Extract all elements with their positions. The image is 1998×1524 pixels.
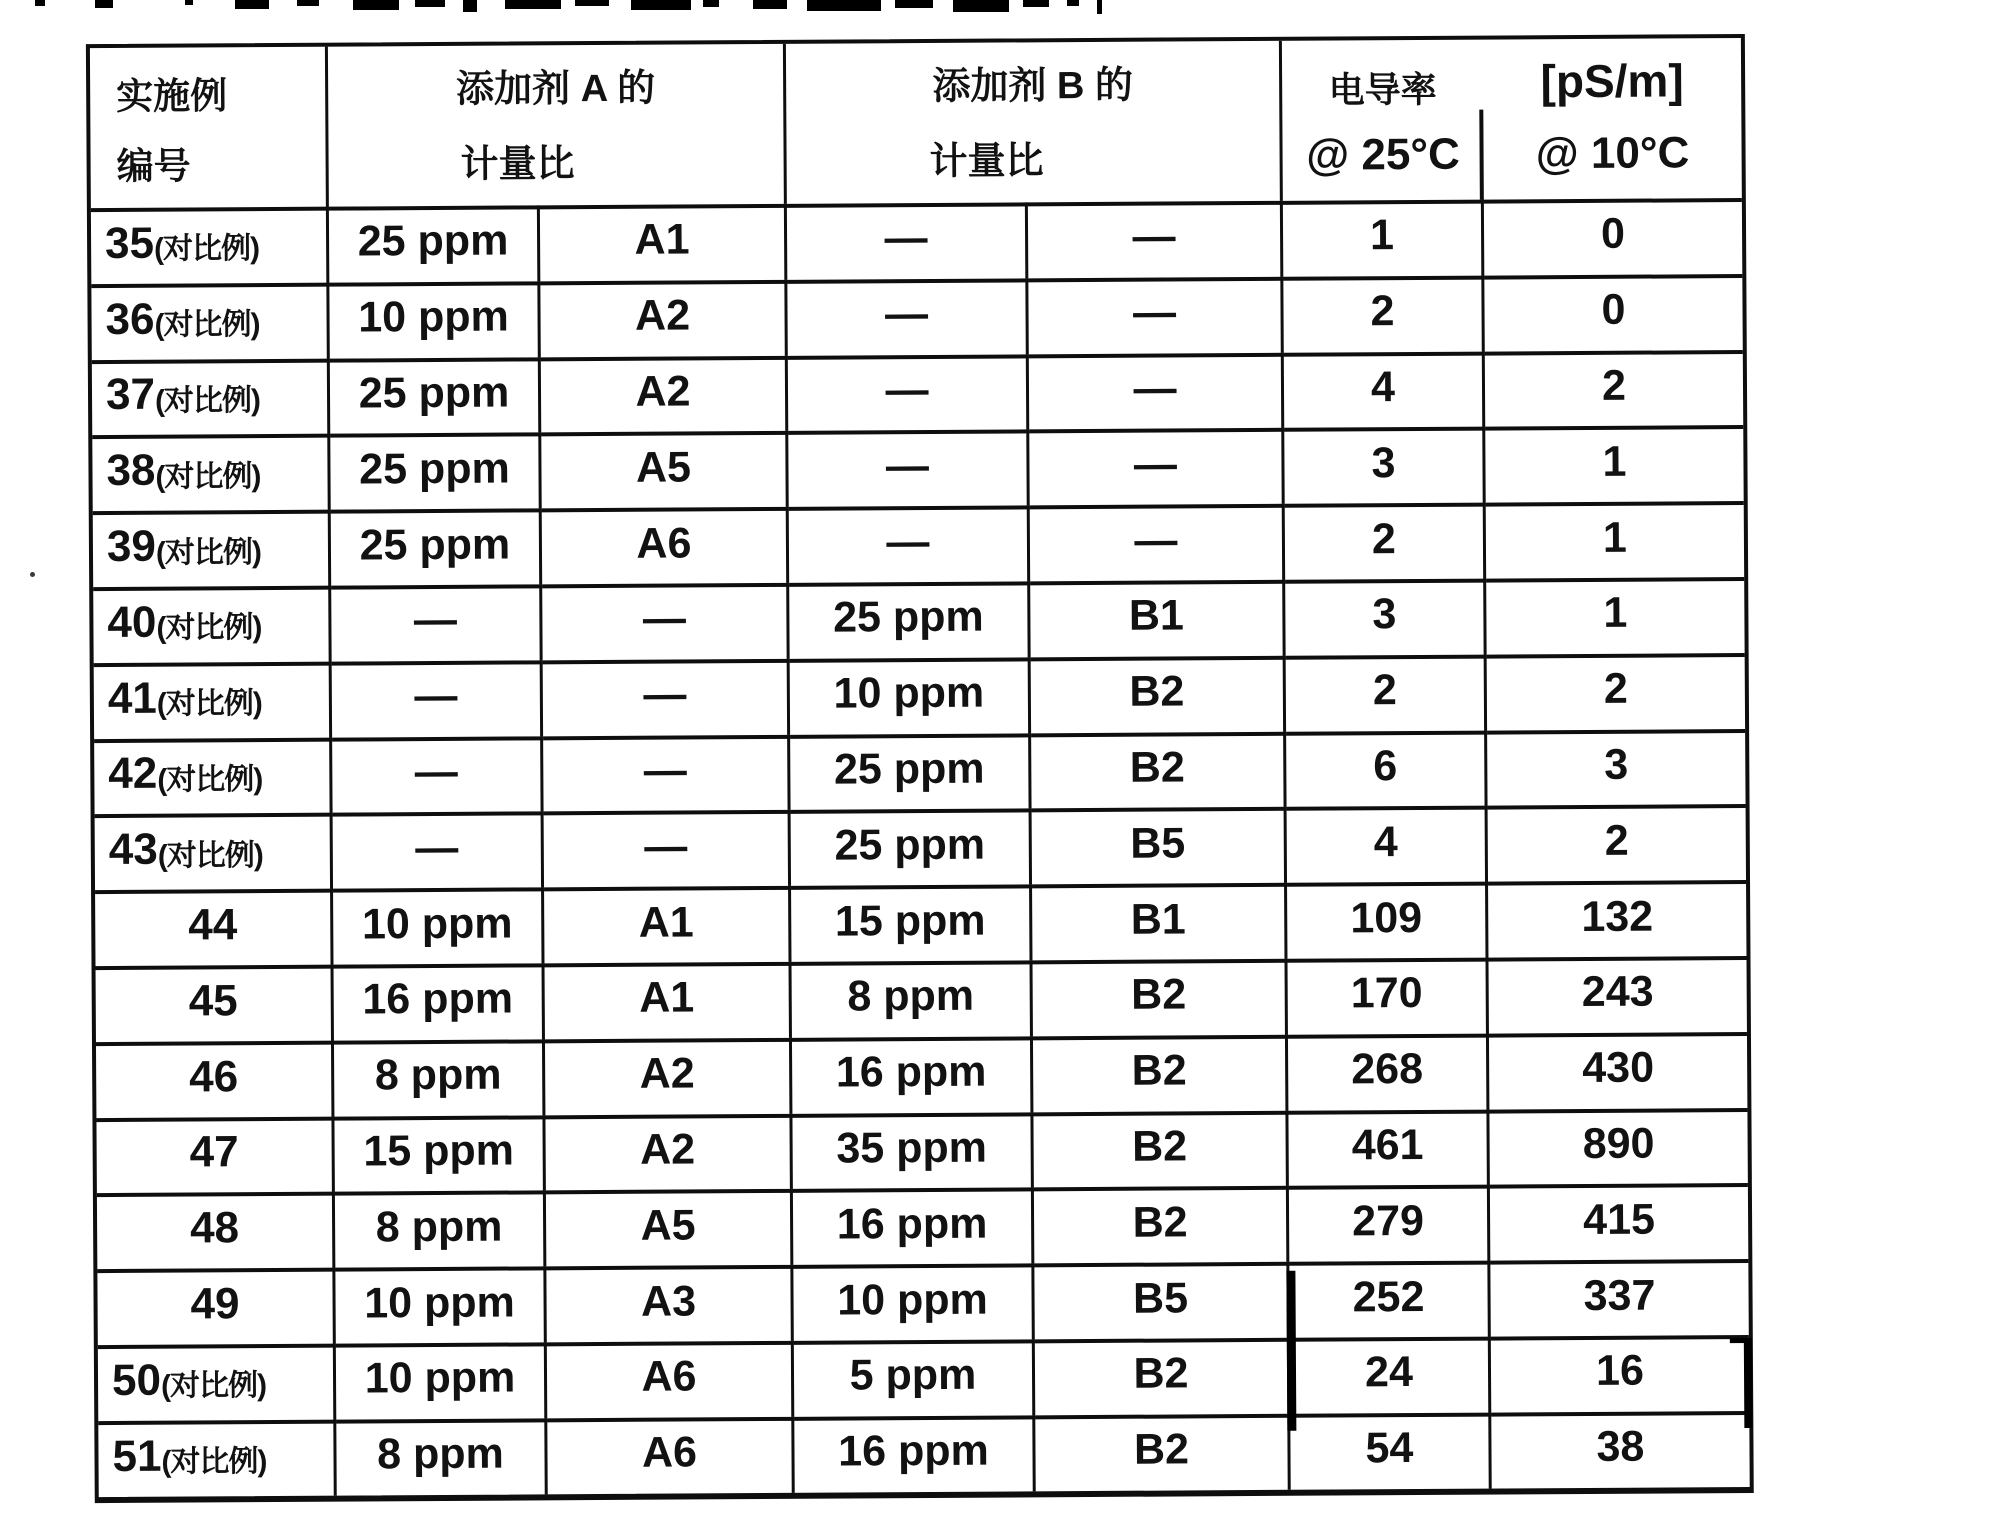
cell-additive-a-ppm: 8 ppm — [335, 1191, 546, 1268]
cell-additive-a-ppm: 16 ppm — [334, 963, 545, 1040]
cell-example-number — [95, 813, 333, 890]
cell-additive-b-ppm: 35 ppm — [792, 1112, 1033, 1189]
cell-additive-a-ppm: — — [332, 736, 543, 813]
cell-additive-b-ppm: 25 ppm — [789, 581, 1030, 658]
cell-additive-b-type: — — [1030, 504, 1285, 581]
cell-additive-a-type: A3 — [546, 1265, 793, 1342]
header-example-number — [90, 47, 329, 208]
scan-edge-artifact — [1744, 1338, 1753, 1428]
cell-example-number — [91, 282, 329, 359]
header-additive-a-line2: 计量比 — [460, 143, 575, 186]
cell-conductivity-10c: 2 — [1487, 653, 1745, 730]
comparative-label: (对比例) — [160, 1369, 267, 1404]
scan-edge-artifact — [1730, 1338, 1752, 1343]
comparative-label: (对比例) — [154, 308, 260, 342]
cell-example-number — [95, 889, 333, 966]
header-additive-b — [786, 41, 1283, 204]
table-row — [97, 1183, 1748, 1269]
cell-additive-a-ppm: 25 ppm — [330, 433, 541, 510]
cell-example-number — [98, 1344, 336, 1421]
example-number: 48 — [189, 1203, 240, 1253]
cell-additive-a-ppm: — — [331, 584, 542, 661]
cell-conductivity-10c: 38 — [1491, 1411, 1749, 1488]
cell-additive-b-ppm: — — [788, 354, 1029, 431]
cell-example-number — [96, 1116, 334, 1193]
cropped-text-remnant — [35, 0, 1155, 16]
table-header-row — [90, 38, 1742, 208]
example-number: 41 — [107, 673, 157, 723]
table-row — [91, 274, 1742, 360]
example-number: 49 — [190, 1279, 240, 1329]
cell-conductivity-25c: 3 — [1284, 427, 1485, 504]
table-row — [98, 1335, 1749, 1421]
cell-example-number — [96, 1040, 334, 1117]
cell-additive-a-type: A2 — [545, 1113, 792, 1190]
cell-conductivity-25c: 6 — [1286, 730, 1487, 807]
cell-additive-b-ppm: 16 ppm — [794, 1415, 1035, 1492]
cell-additive-a-type: — — [542, 583, 789, 660]
cell-additive-b-ppm: — — [787, 202, 1028, 279]
cell-additive-b-type: B2 — [1032, 959, 1287, 1036]
cell-example-number — [96, 965, 334, 1042]
cell-additive-b-ppm: — — [788, 430, 1029, 507]
table-row — [96, 1032, 1747, 1118]
example-number: 36 — [105, 294, 155, 344]
example-number: 35 — [104, 218, 155, 268]
cell-additive-b-type: — — [1029, 352, 1284, 429]
cell-conductivity-25c: 268 — [1288, 1033, 1489, 1110]
example-number: 50 — [111, 1355, 162, 1405]
cell-conductivity-10c: 2 — [1488, 804, 1746, 881]
cell-conductivity-25c: 54 — [1290, 1412, 1491, 1489]
cell-conductivity-25c: 3 — [1285, 579, 1486, 656]
cell-additive-b-type: B1 — [1032, 883, 1287, 960]
cell-additive-b-ppm: 16 ppm — [793, 1188, 1034, 1265]
cell-conductivity-25c: 1 — [1283, 200, 1484, 277]
table-row — [96, 956, 1747, 1042]
example-number: 51 — [112, 1431, 162, 1481]
example-number: 43 — [108, 824, 158, 875]
cell-additive-a-ppm: 8 ppm — [334, 1039, 545, 1116]
header-example-line2: 编号 — [116, 145, 191, 187]
cell-additive-b-type: B1 — [1030, 580, 1285, 657]
cell-conductivity-10c: 243 — [1488, 956, 1746, 1033]
comparative-label: (对比例) — [156, 687, 262, 721]
cell-additive-b-ppm: 15 ppm — [791, 885, 1032, 962]
header-conductivity-label: 电导率 — [1328, 68, 1437, 111]
comparative-label: (对比例) — [153, 232, 260, 267]
header-temp-10c: @ 10°C — [1535, 127, 1690, 178]
cell-additive-a-type: A2 — [540, 280, 787, 357]
cell-additive-a-type: A6 — [547, 1341, 794, 1418]
table-row — [95, 880, 1746, 966]
table-row — [96, 1108, 1747, 1194]
cell-conductivity-10c: 132 — [1488, 880, 1746, 957]
example-number: 37 — [105, 370, 156, 420]
cell-additive-b-ppm: — — [787, 278, 1028, 355]
example-number: 47 — [189, 1127, 239, 1177]
cell-conductivity-10c: 0 — [1484, 198, 1742, 275]
scan-speck — [30, 572, 35, 577]
cell-additive-b-type: B5 — [1034, 1262, 1289, 1339]
cell-additive-a-ppm: 25 ppm — [329, 205, 540, 282]
cell-conductivity-10c: 2 — [1485, 350, 1743, 427]
example-number: 38 — [106, 445, 156, 496]
cell-additive-a-type: A2 — [541, 355, 788, 432]
table-row — [91, 198, 1742, 284]
comparative-label: (对比例) — [157, 838, 263, 873]
cell-conductivity-25c: 279 — [1289, 1185, 1490, 1262]
cell-additive-b-type: B2 — [1035, 1414, 1290, 1491]
table-row — [93, 577, 1744, 663]
cell-conductivity-25c: 4 — [1287, 806, 1488, 883]
cell-additive-a-ppm: 10 ppm — [335, 1266, 546, 1343]
header-additive-b-line1: 添加剂 B 的 — [932, 64, 1134, 108]
cell-additive-b-ppm: 16 ppm — [792, 1036, 1033, 1113]
cell-additive-b-ppm: 25 ppm — [790, 733, 1031, 810]
cell-example-number — [92, 434, 330, 511]
cell-additive-b-type: — — [1029, 428, 1284, 505]
table-row — [94, 653, 1745, 739]
cell-additive-b-type: B2 — [1031, 731, 1286, 808]
cell-additive-a-type: — — [544, 810, 791, 887]
cell-additive-a-type: A1 — [544, 886, 791, 963]
cell-additive-a-ppm: — — [333, 812, 544, 889]
cell-conductivity-25c: 461 — [1288, 1109, 1489, 1186]
cell-additive-a-ppm: 25 ppm — [331, 509, 542, 586]
example-number: 46 — [189, 1051, 239, 1102]
scan-line-artifact — [1286, 1271, 1296, 1431]
cell-additive-b-ppm: 25 ppm — [791, 809, 1032, 886]
cell-additive-a-type: — — [543, 734, 790, 811]
cell-additive-a-type: A2 — [545, 1038, 792, 1115]
cell-additive-a-type: A6 — [542, 507, 789, 584]
cell-conductivity-10c: 1 — [1485, 425, 1743, 502]
header-temp-25c: @ 25°C — [1306, 129, 1460, 180]
cell-additive-a-type: A5 — [546, 1189, 793, 1266]
header-additive-a — [328, 44, 787, 207]
cell-example-number — [94, 737, 332, 814]
header-column-divider — [1479, 110, 1484, 200]
cell-conductivity-10c: 337 — [1490, 1259, 1748, 1336]
comparative-label: (对比例) — [154, 384, 261, 418]
cell-conductivity-10c: 415 — [1490, 1183, 1748, 1260]
table-row — [95, 804, 1746, 890]
cell-conductivity-25c: 170 — [1287, 958, 1488, 1035]
example-number: 42 — [108, 749, 158, 799]
table-row — [93, 501, 1744, 587]
cell-conductivity-10c: 430 — [1489, 1032, 1747, 1109]
cell-conductivity-25c: 4 — [1284, 351, 1485, 428]
cell-example-number — [97, 1268, 335, 1345]
cell-additive-b-type: B2 — [1033, 1110, 1288, 1187]
comparative-label: (对比例) — [155, 459, 261, 494]
cell-additive-b-ppm: 10 ppm — [793, 1264, 1034, 1341]
cell-conductivity-10c: 1 — [1486, 577, 1744, 654]
header-additive-a-line1: 添加剂 A 的 — [455, 67, 656, 111]
cell-additive-b-ppm: 8 ppm — [791, 960, 1032, 1037]
cell-additive-a-ppm: 25 ppm — [330, 357, 541, 434]
cell-additive-b-type: B5 — [1032, 807, 1287, 884]
cell-example-number — [94, 661, 332, 738]
cell-additive-a-type: A1 — [545, 962, 792, 1039]
example-number: 40 — [107, 597, 157, 647]
cell-conductivity-25c: 2 — [1283, 275, 1484, 352]
example-number: 39 — [106, 521, 157, 572]
comparative-label: (对比例) — [161, 1445, 267, 1479]
example-number: 44 — [188, 900, 238, 950]
cell-conductivity-25c: 2 — [1286, 654, 1487, 731]
cell-conductivity-10c: 1 — [1486, 501, 1744, 578]
cell-additive-a-ppm: 15 ppm — [334, 1115, 545, 1192]
header-conductivity — [1282, 38, 1742, 201]
comparative-label: (对比例) — [156, 611, 262, 646]
cell-additive-a-ppm: — — [332, 660, 543, 737]
cell-example-number — [92, 358, 330, 435]
comparative-label: (对比例) — [157, 763, 263, 797]
scanned-sheet — [86, 34, 1754, 1503]
cell-example-number — [98, 1419, 336, 1496]
table-body — [91, 198, 1750, 1497]
cell-additive-b-ppm: 5 ppm — [794, 1339, 1035, 1416]
cell-additive-a-ppm: 8 ppm — [336, 1418, 547, 1495]
cell-additive-a-ppm: 10 ppm — [336, 1342, 547, 1419]
table-row — [92, 425, 1743, 511]
cell-additive-b-ppm: 10 ppm — [790, 657, 1031, 734]
cell-additive-a-ppm: 10 ppm — [329, 281, 540, 358]
cell-conductivity-25c: 109 — [1287, 882, 1488, 959]
cell-conductivity-25c: 2 — [1285, 503, 1486, 580]
header-additive-b-line2: 计量比 — [929, 140, 1044, 183]
cell-example-number — [93, 510, 331, 587]
cell-additive-b-type: B2 — [1034, 1186, 1289, 1263]
header-example-line1: 实施例 — [116, 75, 228, 117]
cell-additive-a-ppm: 10 ppm — [333, 888, 544, 965]
cell-example-number — [91, 207, 329, 284]
table-row — [94, 729, 1745, 815]
cell-additive-a-type: A6 — [547, 1417, 794, 1494]
cell-additive-a-type: A1 — [540, 204, 787, 281]
cell-conductivity-10c: 0 — [1484, 274, 1742, 351]
cell-additive-b-type: — — [1028, 201, 1283, 278]
table-row — [92, 350, 1743, 436]
cell-additive-a-type: A5 — [541, 431, 788, 508]
data-table — [86, 34, 1754, 1503]
cell-example-number — [97, 1192, 335, 1269]
comparative-label: (对比例) — [155, 535, 262, 570]
cell-additive-b-type: B2 — [1031, 656, 1286, 733]
header-unit-label: [pS/m] — [1540, 53, 1684, 107]
cell-conductivity-10c: 3 — [1487, 729, 1745, 806]
table-row — [98, 1411, 1749, 1497]
cell-additive-b-ppm: — — [789, 506, 1030, 583]
cell-conductivity-10c: 16 — [1491, 1335, 1749, 1412]
cell-additive-b-type: B2 — [1035, 1338, 1290, 1415]
cell-additive-b-type: — — [1028, 277, 1283, 354]
cell-additive-a-type: — — [543, 659, 790, 736]
table-row — [97, 1259, 1748, 1345]
cell-example-number — [93, 586, 331, 663]
cell-conductivity-25c: 252 — [1289, 1261, 1490, 1338]
cell-conductivity-10c: 890 — [1489, 1108, 1747, 1185]
cell-conductivity-25c: 24 — [1290, 1337, 1491, 1414]
cell-additive-b-type: B2 — [1033, 1035, 1288, 1112]
example-number: 45 — [188, 976, 238, 1026]
